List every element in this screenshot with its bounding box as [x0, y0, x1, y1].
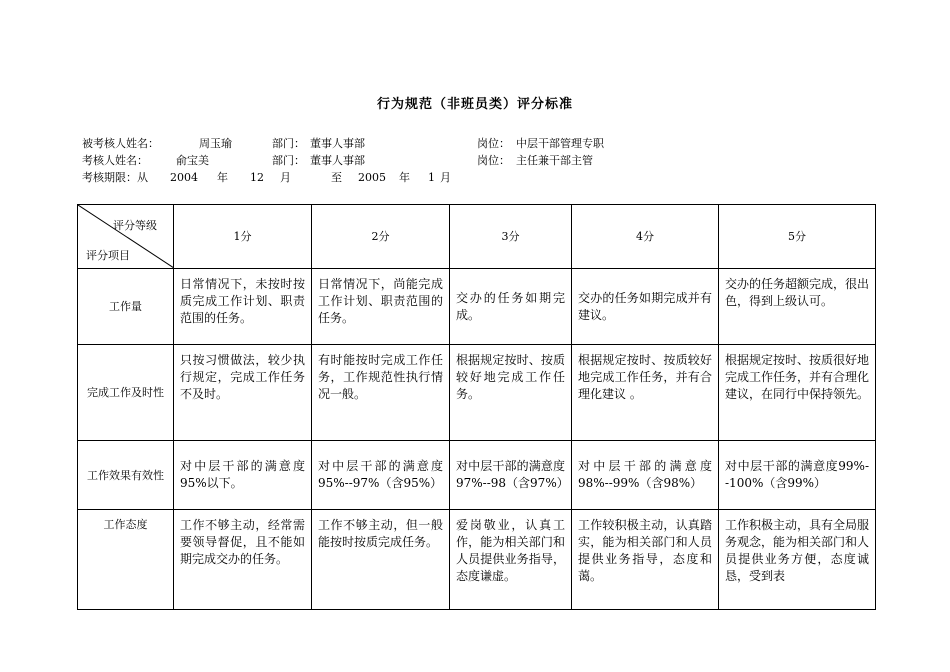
row-item-label: 工作态度 [78, 510, 174, 610]
period-year-unit: 年 [217, 171, 228, 184]
examiner-post-label: 岗位： [477, 154, 510, 167]
period-month-unit: 月 [280, 171, 291, 184]
table-cell: 有时能按时完成工作任务，工作规范性执行情况一般。 [312, 345, 450, 441]
examinee-dept-label: 部门： [272, 137, 305, 150]
table-cell: 对中层干部的满意度95%--97%（含95%） [312, 441, 450, 510]
examiner-dept-value: 董事人事部 [310, 154, 365, 167]
table-cell: 根据规定按时、按质很好地完成工作任务，并有合理化建议，在同行中保持领先。 [719, 345, 876, 441]
page-title: 行为规范（非班员类）评分标准 [376, 97, 573, 112]
period-to-year-unit: 年 [399, 171, 410, 184]
corner-item-label: 评分项目 [86, 249, 130, 262]
table-cell: 日常情况下，尚能完成工作计划、职责范围的任务。 [312, 269, 450, 345]
period-label: 考核期限：从 [82, 171, 148, 184]
examinee-post-label: 岗位： [477, 137, 510, 150]
table-cell: 对中层干部的满意度98%--99%（含98%） [572, 441, 719, 510]
table-cell: 对中层干部的满意度99%--100%（含99%） [719, 441, 876, 510]
period-from-year: 2004 [170, 171, 198, 184]
table-cell: 根据规定按时、按质较好地完成工作任务。 [450, 345, 572, 441]
examiner-name: 俞宝美 [176, 154, 209, 167]
corner-score-level-label: 评分等级 [113, 219, 157, 232]
examiner-label: 考核人姓名： [82, 154, 148, 167]
row-item-label: 工作量 [78, 269, 174, 345]
row-item-label: 完成工作及时性 [78, 345, 174, 441]
examinee-name: 周玉瑜 [199, 137, 232, 150]
score-header-2: 2分 [312, 205, 450, 269]
table-row [78, 510, 876, 610]
row-item-label: 工作效果有效性 [78, 441, 174, 510]
score-header-3: 3分 [450, 205, 572, 269]
scoring-table [77, 204, 876, 610]
table-cell: 只按习惯做法，较少执行规定，完成工作任务不及时。 [174, 345, 312, 441]
examinee-label: 被考核人姓名： [82, 137, 159, 150]
table-cell: 根据规定按时、按质较好地完成工作任务，并有合理化建议 。 [572, 345, 719, 441]
table-cell: 爱岗敬业，认真工作，能为相关部门和人员提供业务指导，态度谦虚。 [450, 510, 572, 610]
period-to-month-unit: 月 [440, 171, 451, 184]
examiner-post-value: 主任兼干部主管 [516, 154, 593, 167]
period-to-year: 2005 [358, 171, 386, 184]
table-row [78, 441, 876, 510]
score-header-5: 5分 [719, 205, 876, 269]
table-cell: 交办的任务如期完成并有建议。 [572, 269, 719, 345]
table-cell: 工作较积极主动，认真踏实，能为相关部门和人员提供业务指导，态度和蔼。 [572, 510, 719, 610]
table-row [78, 269, 876, 345]
table-cell: 交办的任务如期完成。 [450, 269, 572, 345]
score-header-1: 1分 [174, 205, 312, 269]
period-to-month: 1 [428, 171, 435, 184]
table-cell: 工作积极主动，具有全局服务观念，能为相关部门和人员提供业务方便，态度诚恳，受到表 [719, 510, 876, 610]
examinee-post-value: 中层干部管理专职 [516, 137, 604, 150]
period-to-label: 至 [331, 171, 342, 184]
table-cell: 工作不够主动，但一般能按时按质完成任务。 [312, 510, 450, 610]
period-from-month: 12 [250, 171, 264, 184]
table-cell: 工作不够主动，经常需要领导督促，且不能如期完成交办的任务。 [174, 510, 312, 610]
table-row [78, 345, 876, 441]
table-cell: 对中层干部的满意度95%以下。 [174, 441, 312, 510]
table-cell: 日常情况下，未按时按质完成工作计划、职责范围的任务。 [174, 269, 312, 345]
table-cell: 对中层干部的满意度 97%--98（含97%） [450, 441, 572, 510]
table-header-row [78, 205, 876, 269]
table-cell: 交办的任务超额完成，很出色，得到上级认可。 [719, 269, 876, 345]
corner-header-cell [78, 205, 174, 269]
examinee-dept-value: 董事人事部 [310, 137, 365, 150]
score-header-4: 4分 [572, 205, 719, 269]
examiner-dept-label: 部门： [272, 154, 305, 167]
